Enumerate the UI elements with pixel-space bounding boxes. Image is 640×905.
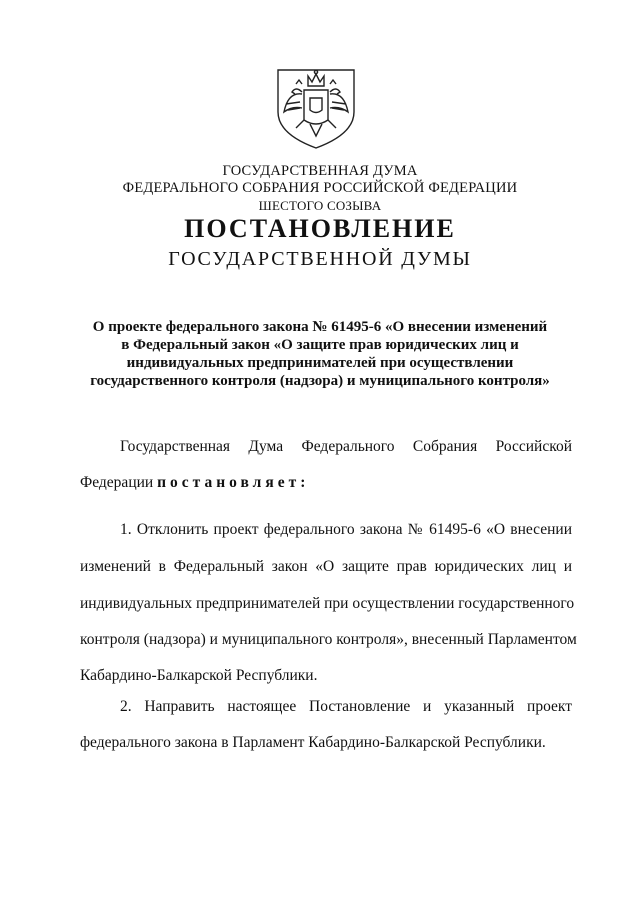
parliament-name: ГОСУДАРСТВЕННАЯ ДУМА [222, 163, 418, 179]
document-title [70, 318, 570, 390]
title-line: О проекте федерального закона № 61495-6 «О внесении изменений [92, 319, 548, 335]
item-1-line: контроля (надзора) и муниципального контроля», внесенный Парламентом [80, 631, 577, 648]
convocation: ШЕСТОГО СОЗЫВА [258, 198, 382, 213]
item-2-line: 2. Направить настоящее Постановление и указанный проект [120, 698, 572, 715]
item-1-line: 1. Отклонить проект федерального закона № 61495-6 «О внесении [120, 521, 572, 538]
title-line: государственного контроля (надзора) и муниципального контроля» [90, 373, 550, 389]
preamble-prefix: Федерации [80, 474, 158, 491]
parliament-full-name: ФЕДЕРАЛЬНОГО СОБРАНИЯ РОССИЙСКОЙ ФЕДЕРАЦИИ [122, 180, 518, 196]
item-1-line: изменений в Федеральный закон «О защите прав юридических лиц и [80, 558, 572, 575]
coat-of-arms-emblem-icon [272, 62, 360, 152]
title-line: индивидуальных предпринимателей при осуществлении [126, 355, 514, 371]
decree-word: постановляет: [157, 474, 310, 491]
document-type: ПОСТАНОВЛЕНИЕ [184, 214, 456, 243]
preamble-line-decree [80, 473, 572, 492]
preamble-line: Государственная Дума Федерального Собрания Российской [120, 438, 572, 455]
item-1-line: индивидуальных предпринимателей при осуществлении государственного [80, 595, 575, 612]
document-issuer: ГОСУДАРСТВЕННОЙ ДУМЫ [168, 248, 472, 270]
item-2-line: федерального закона в Парламент Кабардино-Балкарской Республики. [80, 734, 546, 751]
title-line: в Федеральный закон «О защите прав юридических лиц и [121, 337, 519, 353]
item-1-line: Кабардино-Балкарской Республики. [80, 667, 318, 684]
